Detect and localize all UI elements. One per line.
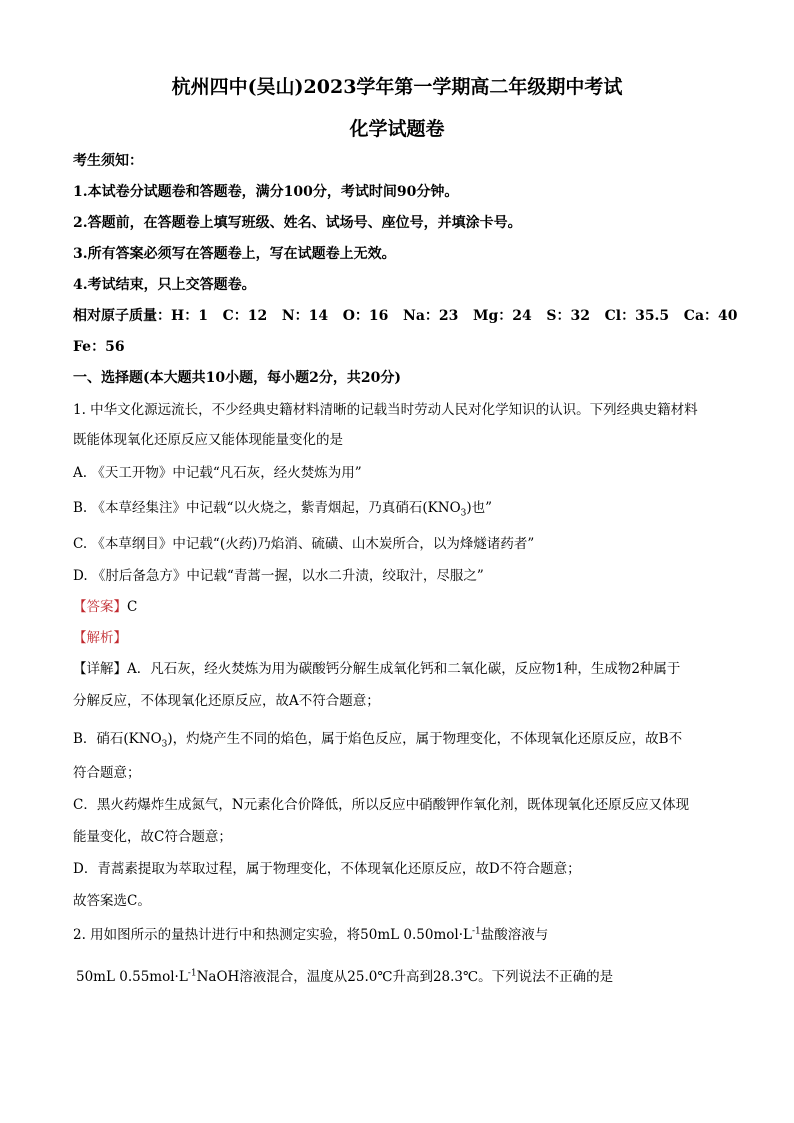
analysis-label: 【解析】 xyxy=(73,630,127,646)
q1-option-b-text: B. 《本草经集注》中记载“以火烧之，紫青烟起，乃真硝石(KNO xyxy=(73,500,461,516)
q1-detail-b-tail: )，灼烧产生不同的焰色，属于焰色反应，属于物理变化，不体现氧化还原反应，故B不 xyxy=(167,731,683,747)
q1-stem-line-1: 1. 中华文化源远流长，不少经典史籍材料清晰的记载当时劳动人民对化学知识的认识。下列经典史籍材料 xyxy=(73,402,698,418)
answer-label: 【答案】 xyxy=(73,599,127,615)
q1-option-c: C. 《本草纲目》中记载“(火药)乃焰消、硫磺、山木炭所合，以为烽燧诸药者” xyxy=(73,536,535,552)
q1-detail-a-line-1 xyxy=(73,660,680,678)
q2-stem-line-2 xyxy=(76,968,613,986)
q1-detail-b-text: B．硝石(KNO xyxy=(73,731,162,747)
q1-detail-b-line-1 xyxy=(73,730,682,748)
notice-heading: 考生须知： xyxy=(73,153,143,169)
notice-item-3: 3.所有答案必须写在答题卷上，写在试题卷上无效。 xyxy=(73,246,396,262)
notice-item-4: 4.考试结束，只上交答题卷。 xyxy=(73,277,256,293)
q2-stem-1-tail: 盐酸溶液与 xyxy=(480,927,549,943)
detail-label: 【详解】 xyxy=(73,661,127,677)
q1-detail-d: D．青蒿素提取为萃取过程，属于物理变化，不体现氧化还原反应，故D不符合题意； xyxy=(73,861,581,877)
q1-detail-b-line-2: 符合题意； xyxy=(73,765,141,781)
q2-stem-2-tail: NaOH溶液混合，温度从25.0℃升高到28.3℃。下列说法不正确的是 xyxy=(196,969,614,985)
q1-stem-line-2: 既能体现氧化还原反应又能体现能量变化的是 xyxy=(73,432,343,448)
q1-option-b xyxy=(73,499,492,517)
q1-detail-c-line-2: 能量变化，故C符合题意； xyxy=(73,829,232,845)
q1-detail-b-subscript: 3 xyxy=(161,739,168,750)
q1-detail-a-line-2: 分解反应，不体现氧化还原反应，故A不符合题意； xyxy=(73,693,380,709)
notice-item-2: 2.答题前，在答题卷上填写班级、姓名、试场号、座位号，并填涂卡号。 xyxy=(73,215,522,231)
q1-conclusion: 故答案选C。 xyxy=(73,893,151,909)
q1-option-b-tail: )也” xyxy=(466,500,493,516)
exam-subtitle: 化学试题卷 xyxy=(349,118,445,140)
q2-stem-1-superscript: -1 xyxy=(471,926,481,937)
q2-stem-line-1 xyxy=(73,926,548,944)
q2-stem-2-superscript: -1 xyxy=(187,968,197,979)
q1-detail-c-line-1: C．黑火药爆炸生成氮气，N元素化合价降低，所以反应中硝酸钾作氧化剂，既体现氧化还原反应又体现 xyxy=(73,797,690,813)
atomic-mass-line-2: Fe：56 xyxy=(73,339,125,355)
atomic-mass-line-1: 相对原子质量：H：1 C：12 N：14 O：16 Na：23 Mg：24 S：32 Cl：35.5 Ca：40 xyxy=(73,308,738,324)
q2-stem-1-text: 2. 用如图所示的量热计进行中和热测定实验，将50mL 0.50mol·L xyxy=(73,927,472,943)
exam-title: 杭州四中(吴山)2023学年第一学期高二年级期中考试 xyxy=(171,76,623,98)
q1-answer xyxy=(73,598,137,616)
q1-option-a: A. 《天工开物》中记载“凡石灰，经火焚炼为用” xyxy=(73,465,362,481)
q2-stem-2-text: 50mL 0.55mol·L xyxy=(76,969,188,985)
q1-detail-a-text: A．凡石灰，经火焚炼为用为碳酸钙分解生成氧化钙和二氧化碳，反应物1种，生成物2种属于 xyxy=(127,661,681,677)
notice-item-1: 1.本试卷分试题卷和答题卷，满分100分，考试时间90分钟。 xyxy=(73,184,459,200)
answer-value: C xyxy=(127,599,138,615)
section-heading: 一、选择题(本大题共10小题，每小题2分，共20分) xyxy=(73,370,401,386)
q1-option-b-subscript: 3 xyxy=(460,508,467,519)
q1-option-d: D. 《肘后备急方》中记载“青蒿一握，以水二升渍，绞取汁，尽服之” xyxy=(73,568,484,584)
